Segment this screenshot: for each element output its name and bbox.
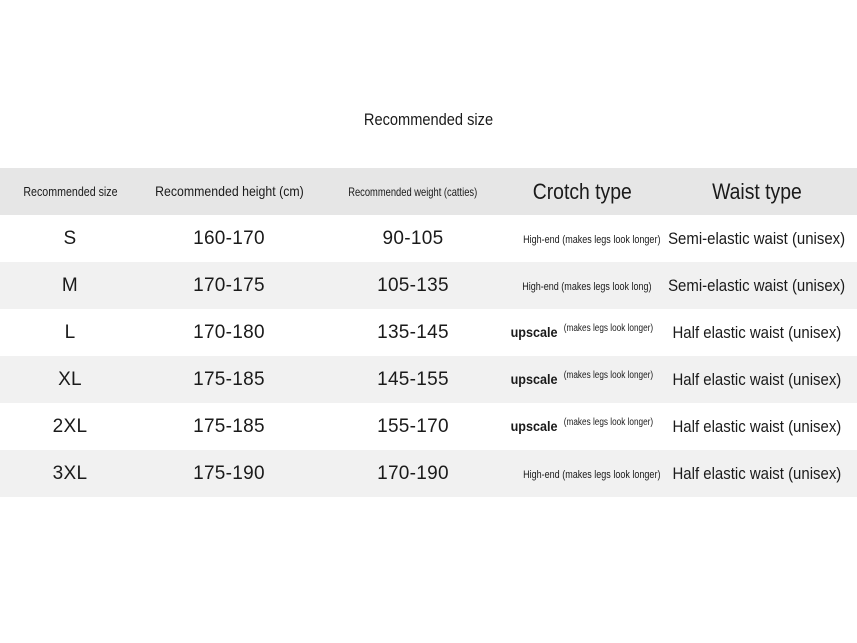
size-cell: M: [61, 274, 79, 296]
crotch-cell: High-end (makes legs look long): [522, 280, 652, 293]
header-recommended-height: Recommended height (cm): [154, 182, 304, 199]
waist-cell: Half elastic waist (unisex): [672, 322, 841, 342]
table-header-row: [0, 168, 857, 215]
crotch-cell: High-end (makes legs look longer): [523, 468, 661, 481]
waist-cell: Semi-elastic waist (unisex): [668, 275, 846, 295]
weight-cell: 90-105: [382, 227, 444, 249]
size-cell: XL: [58, 368, 82, 390]
header-waist-type: Waist type: [711, 178, 802, 204]
waist-cell: Half elastic waist (unisex): [672, 369, 841, 389]
size-cell: 2XL: [52, 415, 88, 437]
weight-cell: 105-135: [377, 274, 449, 296]
height-cell: 170-175: [193, 274, 265, 296]
header-recommended-size: Recommended size: [22, 183, 118, 199]
table-row: [0, 356, 857, 403]
header-crotch-type: Crotch type: [532, 178, 632, 204]
weight-cell: 135-145: [377, 321, 449, 343]
weight-cell: 170-190: [377, 462, 449, 484]
page-title: Recommended size: [363, 110, 494, 129]
height-cell: 175-185: [193, 415, 265, 437]
size-cell: S: [63, 227, 77, 249]
table-row: [0, 450, 857, 497]
height-cell: 175-190: [193, 462, 265, 484]
weight-cell: 155-170: [377, 415, 449, 437]
table-row: [0, 262, 857, 309]
height-cell: 160-170: [193, 227, 265, 249]
size-cell: 3XL: [52, 462, 88, 484]
crotch-cell: upscale (makes legs look longer): [510, 417, 654, 434]
table-row: [0, 215, 857, 262]
weight-cell: 145-155: [377, 368, 449, 390]
waist-cell: Half elastic waist (unisex): [672, 463, 841, 483]
table-row: [0, 309, 857, 356]
table-row: [0, 403, 857, 450]
header-recommended-weight: Recommended weight (catties): [348, 184, 478, 199]
height-cell: 170-180: [193, 321, 265, 343]
crotch-cell: upscale (makes legs look longer): [510, 323, 654, 340]
size-table: [0, 168, 857, 497]
size-cell: L: [64, 321, 76, 343]
crotch-cell: upscale (makes legs look longer): [510, 370, 654, 387]
crotch-cell: High-end (makes legs look longer): [523, 233, 661, 246]
waist-cell: Half elastic waist (unisex): [672, 416, 841, 436]
waist-cell: Semi-elastic waist (unisex): [668, 228, 846, 248]
height-cell: 175-185: [193, 368, 265, 390]
